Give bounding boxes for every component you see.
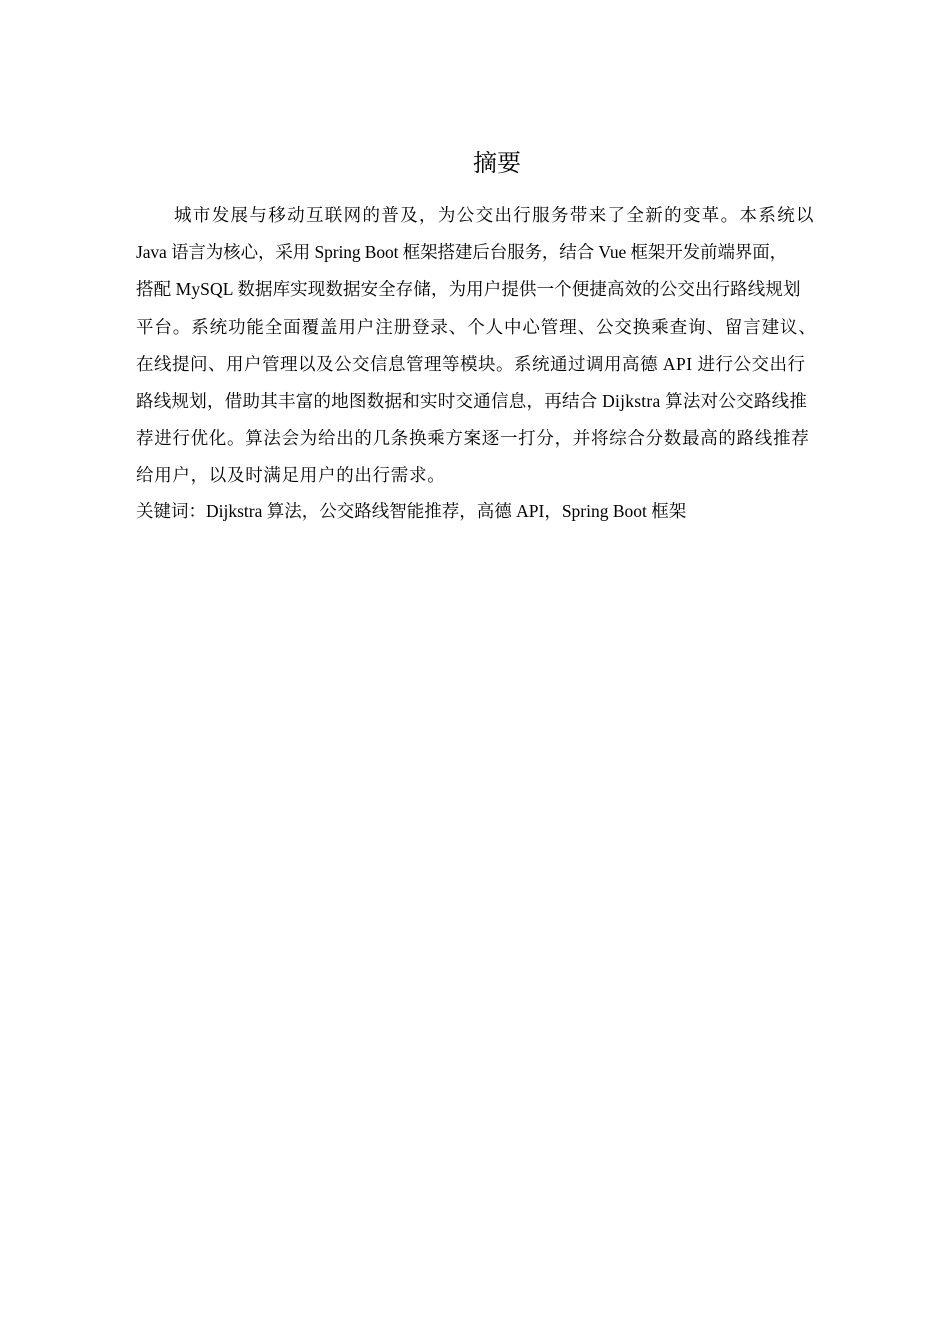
keywords-line: 关键词：Dijkstra 算法，公交路线智能推荐，高德 API，Spring Boot 框架 <box>136 501 687 521</box>
abstract-line-6: 路线规划，借助其丰富的地图数据和实时交通信息，再结合 Dijkstra 算法对公交路线推 <box>136 391 808 412</box>
abstract-line-7: 荐进行优化。算法会为给出的几条换乘方案逐一打分，并将综合分数最高的路线推荐 <box>136 428 810 449</box>
abstract-line-2: Java 语言为核心，采用 Spring Boot 框架搭建后台服务，结合 Vue 框架开发前端界面， <box>136 242 788 263</box>
abstract-line-4: 平台。系统功能全面覆盖用户注册登录、个人中心管理、公交换乘查询、留言建议、 <box>136 316 817 337</box>
abstract-line-8: 给用户，以及时满足用户的出行需求。 <box>136 465 446 486</box>
abstract-paragraph <box>136 197 860 495</box>
abstract-line-1: 城市发展与移动互联网的普及，为公交出行服务带来了全新的变革。本系统以 <box>174 205 815 225</box>
abstract-line-5: 在线提问、用户管理以及公交信息管理等模块。系统通过调用高德 API 进行公交出行 <box>136 353 806 374</box>
abstract-line-3: 搭配 MySQL 数据库实现数据安全存储，为用户提供一个便捷高效的公交出行路线规划 <box>136 279 801 300</box>
abstract-heading: 摘要 <box>473 149 521 177</box>
